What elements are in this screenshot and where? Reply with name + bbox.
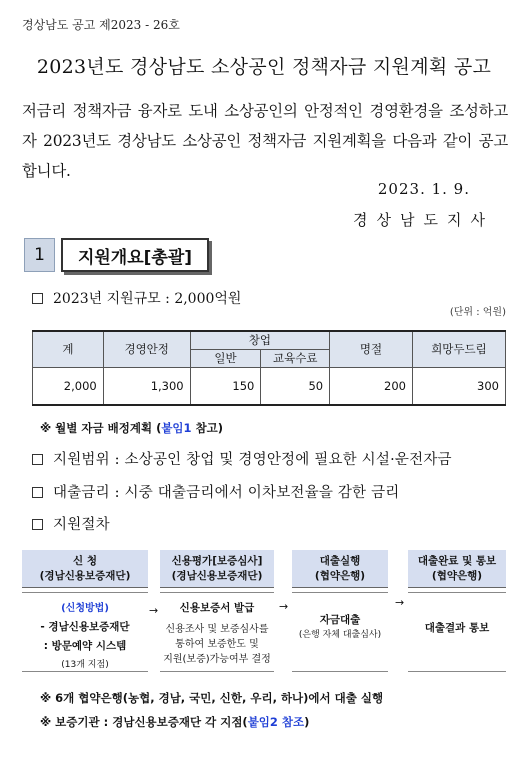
header-stability: 경영안정 bbox=[103, 331, 190, 367]
bank-note: ※ 6개 협약은행(농협, 경남, 국민, 신한, 우리, 하나)에서 대출 실행 bbox=[40, 691, 384, 705]
checkbox-icon bbox=[32, 293, 43, 304]
checkbox-icon bbox=[32, 487, 43, 498]
notice-date: 2023. 1. 9. bbox=[377, 180, 470, 198]
table-row bbox=[33, 367, 506, 405]
step-apply-header: 신 청 (경남신용보증재단) bbox=[22, 550, 148, 588]
notice-number: 경상남도 공고 제2023 - 26호 bbox=[22, 18, 180, 32]
step-eval-body: 신용보증서 발급 신용조사 및 보증심사를 통하여 보증한도 및 지원(보증)가능여부 결정 bbox=[160, 592, 274, 672]
section-heading bbox=[24, 238, 209, 272]
cell-hope: 300 bbox=[412, 367, 505, 405]
arrow-icon: → bbox=[279, 600, 289, 613]
cell-general: 150 bbox=[190, 367, 261, 405]
header-hope: 희망두드림 bbox=[412, 331, 505, 367]
cell-stability: 1,300 bbox=[103, 367, 190, 405]
header-startup: 창업 bbox=[190, 331, 329, 349]
arrow-icon: → bbox=[149, 604, 159, 617]
header-general: 일반 bbox=[190, 349, 261, 367]
cell-total: 2,000 bbox=[33, 367, 104, 405]
issuer-name: 경상남도지사 bbox=[353, 211, 494, 229]
checkbox-icon bbox=[32, 454, 43, 465]
procedure-item: 지원절차 bbox=[32, 513, 110, 534]
step-apply-body: (신청방법) - 경남신용보증재단 : 방문예약 시스템 (13개 지점) bbox=[22, 592, 148, 672]
attachment2-link[interactable]: 붙임2 참조 bbox=[247, 715, 305, 729]
section-title: 지원개요[총괄] bbox=[61, 238, 209, 272]
monthly-note: ※ 월별 자금 배정계획 (붙임1 참고) bbox=[40, 421, 224, 435]
checkbox-icon bbox=[32, 519, 43, 530]
header-trained: 교육수료 bbox=[261, 349, 330, 367]
step-loan-body: 자금대출 (은행 자체 대출심사) bbox=[292, 592, 388, 672]
cell-famous: 200 bbox=[330, 367, 413, 405]
step-done-header: 대출완료 및 통보 (협약은행) bbox=[408, 550, 506, 588]
unit-label: (단위 : 억원) bbox=[449, 307, 506, 318]
attachment1-link[interactable]: 붙임1 bbox=[161, 421, 192, 435]
budget-table bbox=[32, 330, 506, 406]
cell-trained: 50 bbox=[261, 367, 330, 405]
guarantee-note: ※ 보증기관 : 경남신용보증재단 각 지점(붙임2 참조) bbox=[40, 715, 310, 729]
intro-paragraph: 저금리 정책자금 융자로 도내 소상공인의 안정적인 경영환경을 조성하고자 2023년도 경상남도 소상공인 정책자금 지원계획을 다음과 같이 공고합니다. bbox=[22, 102, 508, 180]
step-eval-header: 신용평가[보증심사] (경남신용보증재단) bbox=[160, 550, 274, 588]
arrow-icon: → bbox=[395, 596, 405, 609]
section-number: 1 bbox=[24, 238, 55, 272]
step-done-body: 대출결과 통보 bbox=[408, 592, 506, 672]
scope-item: 지원범위 : 소상공인 창업 및 경영안정에 필요한 시설·운전자금 bbox=[32, 448, 452, 469]
step-loan-header: 대출실행 (협약은행) bbox=[292, 550, 388, 588]
header-famous: 명절 bbox=[330, 331, 413, 367]
page-title: 2023년도 경상남도 소상공인 정책자금 지원계획 공고 bbox=[36, 56, 492, 78]
support-scale: 2023년 지원규모 : 2,000억원 bbox=[32, 288, 241, 308]
rate-item: 대출금리 : 시중 대출금리에서 이차보전율을 감한 금리 bbox=[32, 481, 400, 502]
header-total: 계 bbox=[33, 331, 104, 367]
